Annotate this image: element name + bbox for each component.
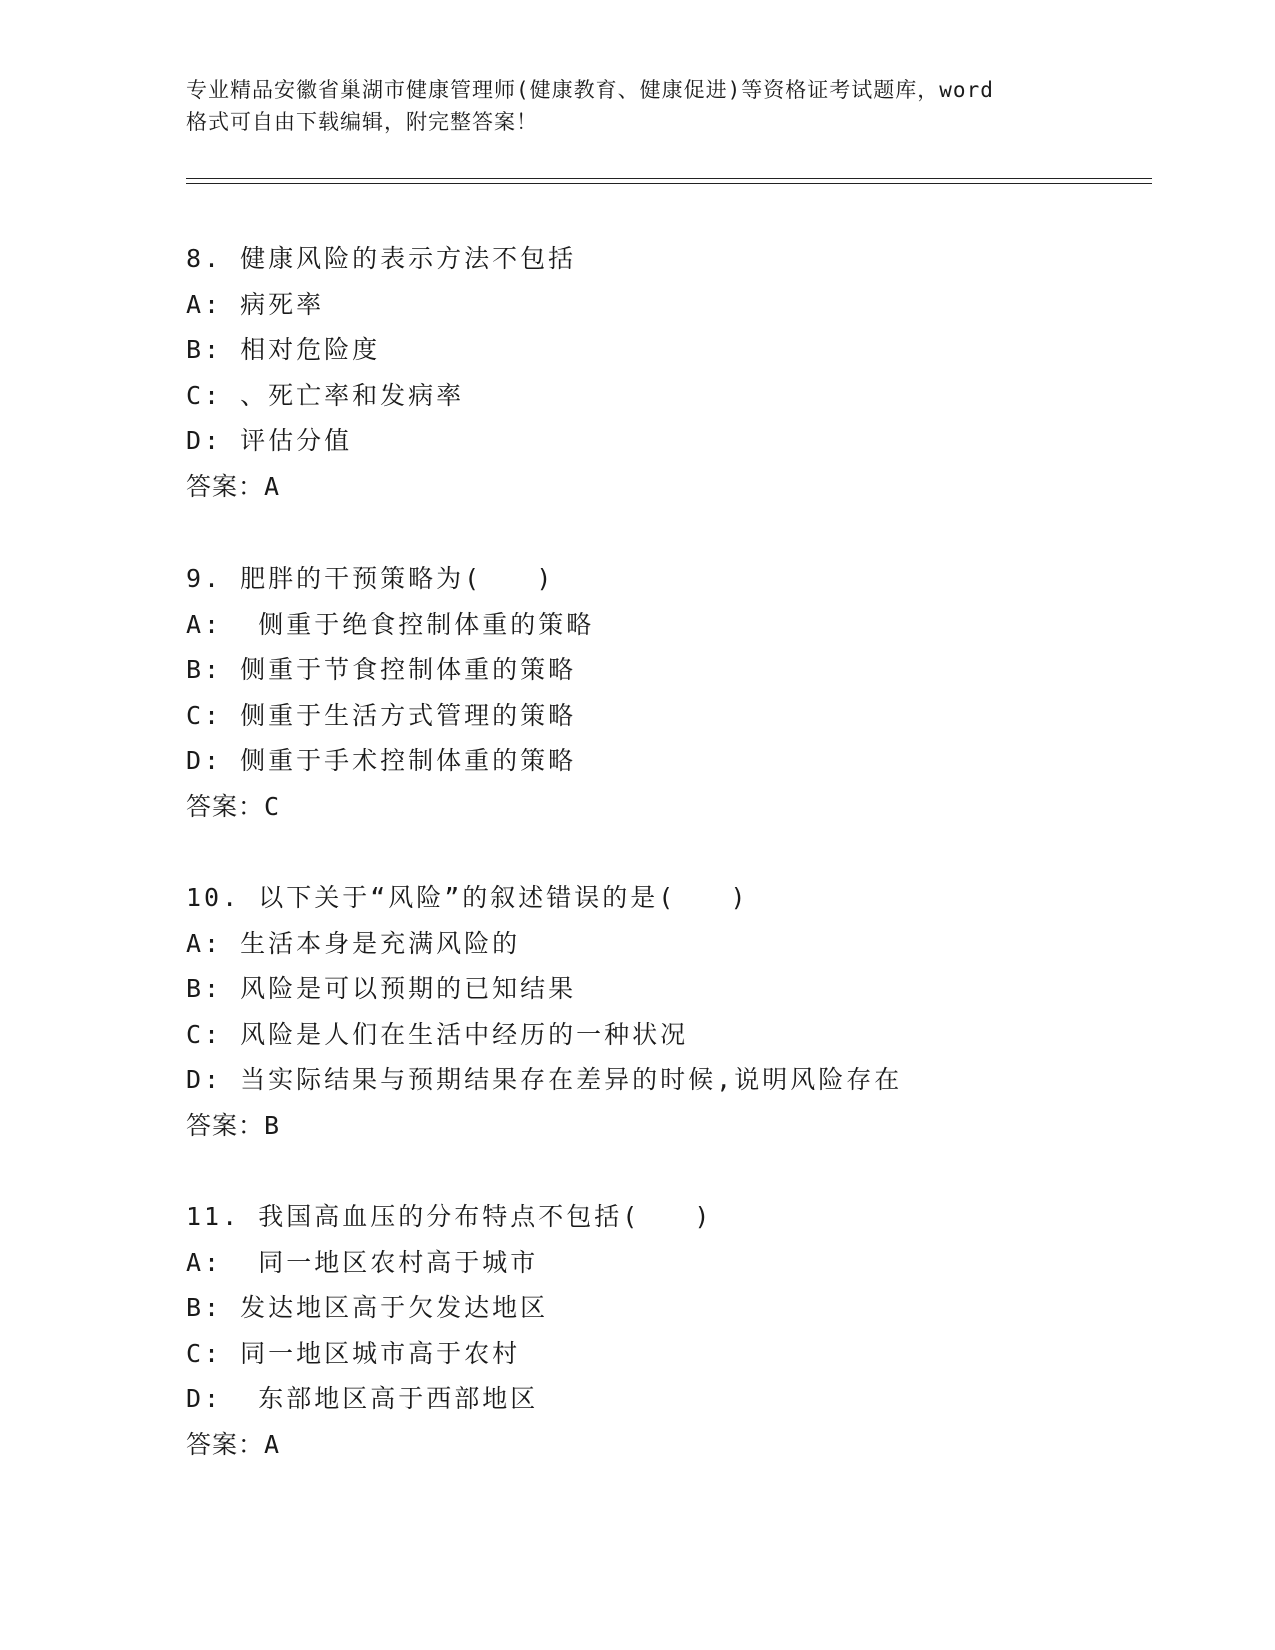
question-8 bbox=[186, 236, 1186, 509]
option-c: C: 、死亡率和发病率 bbox=[186, 380, 465, 410]
answer-value: A bbox=[264, 471, 281, 501]
option-b: B: 风险是可以预期的已知结果 bbox=[186, 974, 577, 1003]
option-c: C: 侧重于生活方式管理的策略 bbox=[186, 700, 577, 730]
option-d: D: 侧重于手术控制体重的策略 bbox=[186, 746, 577, 775]
header-line-1: 专业精品安徽省巢湖市健康管理师(健康教育、健康促进)等资格证考试题库，word bbox=[186, 78, 994, 102]
option-a: A: 同一地区农村高于城市 bbox=[186, 1247, 539, 1277]
option-a: A: 侧重于绝食控制体重的策略 bbox=[186, 609, 595, 639]
option-d: D: 东部地区高于西部地区 bbox=[186, 1384, 539, 1413]
header-divider-bottom bbox=[186, 183, 1152, 184]
option-c: C: 同一地区城市高于农村 bbox=[186, 1338, 521, 1368]
answer-line bbox=[186, 1422, 1186, 1468]
answer-label: 答案： bbox=[186, 1429, 265, 1459]
question-stem: 8. 健康风险的表示方法不包括 bbox=[186, 244, 577, 273]
option-b: B: 相对危险度 bbox=[186, 335, 381, 364]
question-9 bbox=[186, 556, 1186, 829]
question-11 bbox=[186, 1194, 1186, 1467]
question-stem: 9. 肥胖的干预策略为( ) bbox=[186, 564, 555, 593]
answer-value: A bbox=[264, 1429, 281, 1459]
answer-value: B bbox=[264, 1110, 281, 1140]
answer-label: 答案： bbox=[186, 1110, 265, 1140]
header-line-2: 格式可自由下载编辑，附完整答案！ bbox=[186, 110, 538, 134]
option-c: C: 风险是人们在生活中经历的一种状况 bbox=[186, 1019, 689, 1049]
question-10 bbox=[186, 875, 1186, 1148]
header-divider-top bbox=[186, 178, 1152, 179]
answer-value: C bbox=[264, 791, 281, 821]
answer-line bbox=[186, 784, 1186, 830]
answer-label: 答案： bbox=[186, 471, 265, 501]
option-d: D: 当实际结果与预期结果存在差异的时候,说明风险存在 bbox=[186, 1065, 903, 1094]
question-stem: 11. 我国高血压的分布特点不包括( ) bbox=[186, 1202, 713, 1231]
option-a: A: 病死率 bbox=[186, 289, 325, 319]
document-header bbox=[186, 74, 1086, 138]
option-b: B: 侧重于节食控制体重的策略 bbox=[186, 655, 577, 684]
option-b: B: 发达地区高于欠发达地区 bbox=[186, 1293, 549, 1322]
option-d: D: 评估分值 bbox=[186, 426, 353, 455]
option-a: A: 生活本身是充满风险的 bbox=[186, 928, 521, 958]
answer-label: 答案： bbox=[186, 791, 265, 821]
question-stem: 10. 以下关于“风险”的叙述错误的是( ) bbox=[186, 883, 749, 912]
answer-line bbox=[186, 464, 1186, 510]
answer-line bbox=[186, 1103, 1186, 1149]
